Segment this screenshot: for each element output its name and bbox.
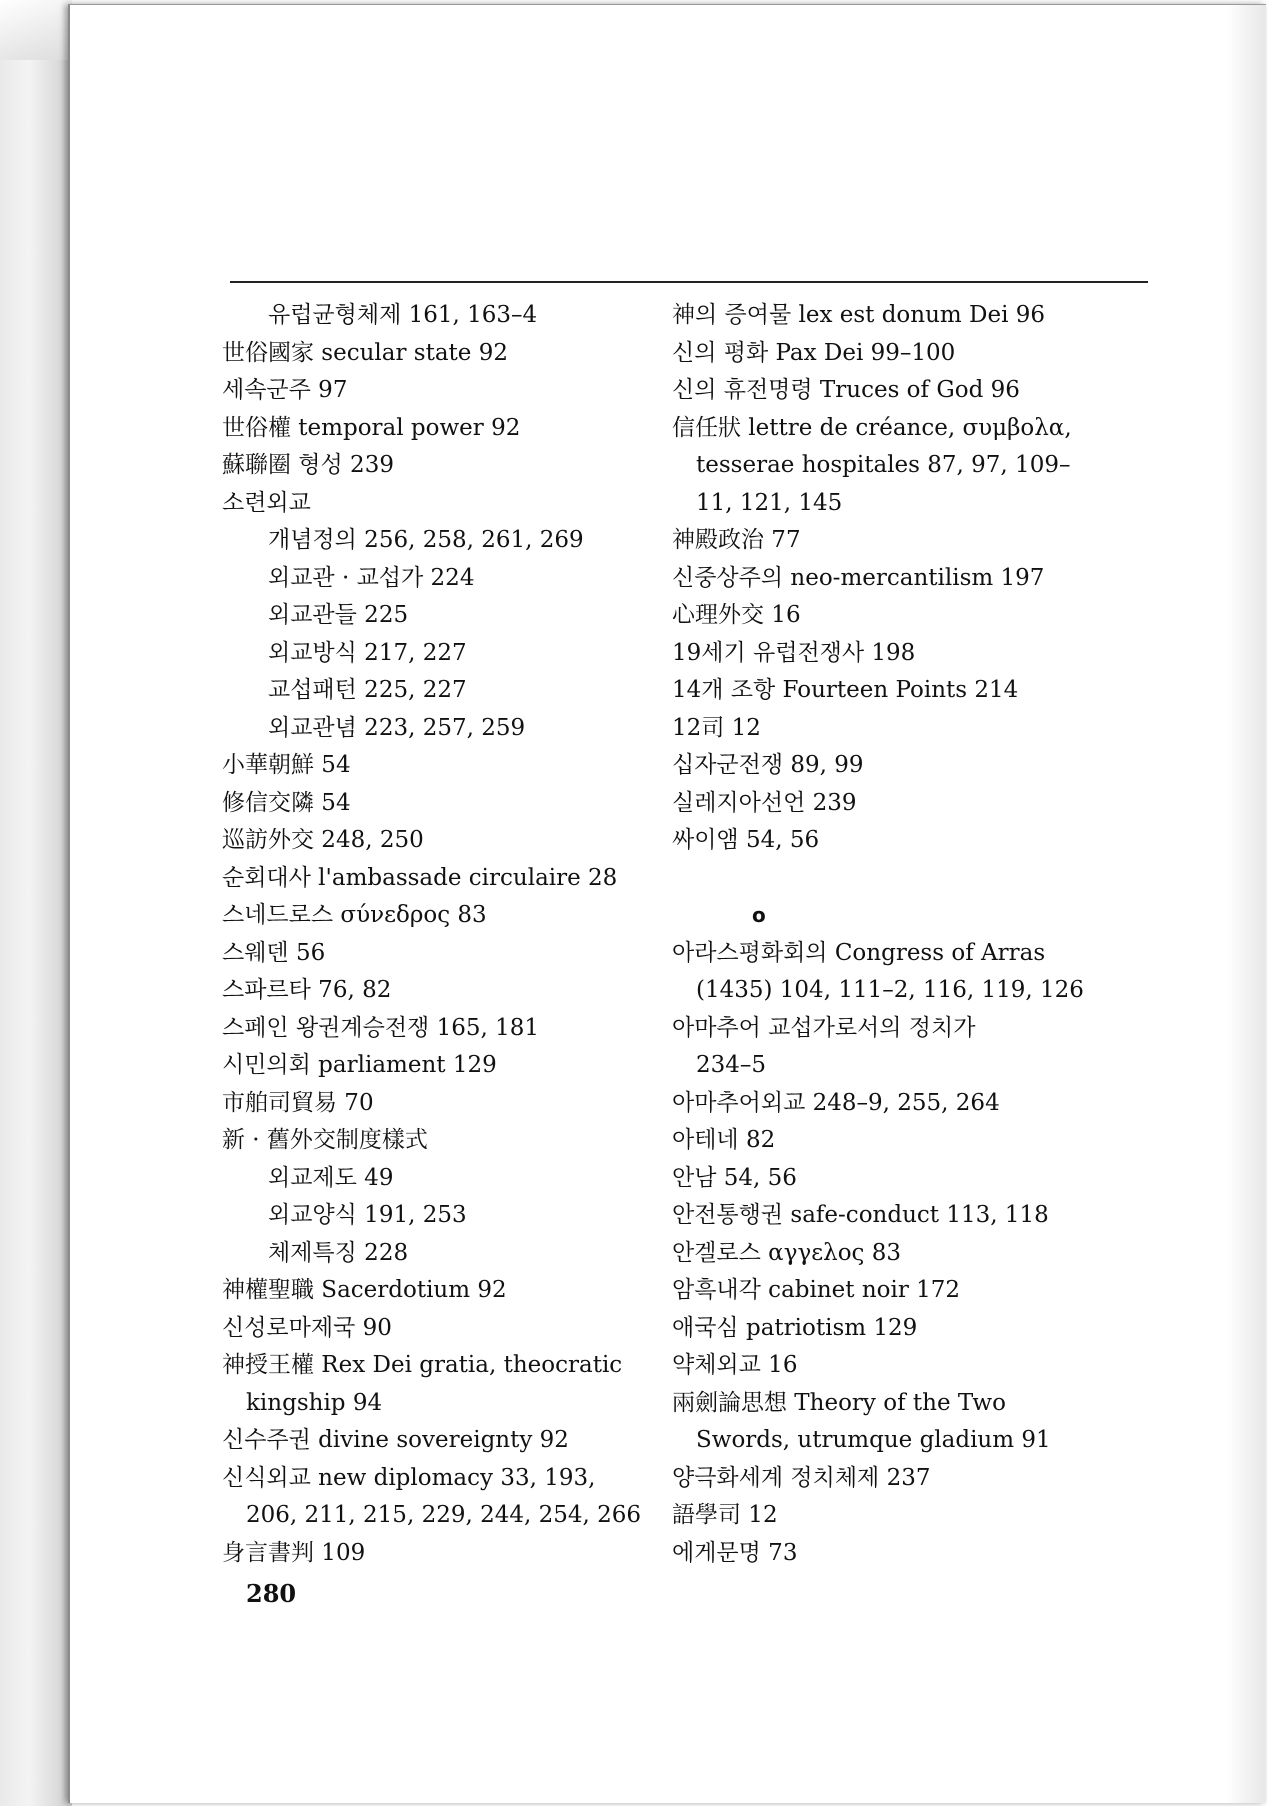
index-entry: 스페인 왕권계승전쟁 165, 181 [222, 1014, 540, 1041]
index-entry: 蘇聯圈 형성 239 [222, 452, 394, 478]
index-entry: 信任狀 lettre de créance, συμβολα, [672, 414, 1072, 441]
book-corner [0, 0, 72, 60]
index-entry: 神授王權 Rex Dei gratia, theocratic [222, 1352, 623, 1378]
index-entry: 11, 121, 145 [696, 489, 843, 516]
index-entry: 12司 12 [672, 714, 761, 741]
index-entry [672, 860, 1152, 898]
index-entry: 19세기 유럽전쟁사 198 [672, 639, 916, 666]
index-entry: 외교제도 49 [268, 1164, 394, 1191]
page-number: 280 [246, 1579, 297, 1608]
index-column-right [672, 297, 1152, 1572]
index-entry: 世俗權 temporal power 92 [222, 414, 521, 441]
index-entry: 心理外交 16 [672, 602, 801, 628]
index-entry: 語學司 12 [672, 1502, 778, 1528]
index-entry: 안남 54, 56 [672, 1164, 797, 1191]
index-section-letter: o [752, 903, 766, 927]
index-entry: 싸이앰 54, 56 [672, 827, 820, 853]
index-entry: 兩劍論思想 Theory of the Two [672, 1389, 1006, 1416]
index-entry: 修信交隣 54 [222, 789, 351, 816]
index-entry: 神權聖職 Sacerdotium 92 [222, 1277, 507, 1303]
index-entry: 애국심 patriotism 129 [672, 1314, 918, 1341]
index-entry: 아마추어 교섭가로서의 정치가 [672, 1014, 976, 1041]
index-column-left [222, 297, 692, 1572]
header-rule [230, 281, 1148, 283]
index-entry: 世俗國家 secular state 92 [222, 339, 508, 366]
index-entry: 身言書判 109 [222, 1539, 366, 1566]
index-entry: 약체외교 16 [672, 1352, 798, 1378]
index-entry: 안전통행권 safe-conduct 113, 118 [672, 1202, 1049, 1228]
index-entry: 신식외교 new diplomacy 33, 193, [222, 1464, 596, 1491]
index-entry: 소련외교 [222, 489, 311, 516]
index-entry: 신의 평화 Pax Dei 99–100 [672, 339, 956, 366]
index-entry: 아테네 82 [672, 1127, 776, 1153]
book-spine-edge [0, 0, 72, 1806]
index-entry: kingship 94 [246, 1389, 383, 1416]
index-entry: 암흑내각 cabinet noir 172 [672, 1277, 961, 1303]
index-entry: 스웨덴 56 [222, 939, 326, 966]
index-entry: 실레지아선언 239 [672, 789, 857, 816]
index-entry: 십자군전쟁 89, 99 [672, 752, 864, 778]
index-entry: 신성로마제국 90 [222, 1314, 392, 1341]
index-entry: 아마추어외교 248–9, 255, 264 [672, 1089, 1000, 1116]
index-entry: 신중상주의 neo-mercantilism 197 [672, 564, 1045, 591]
index-entry: 스네드로스 σύνεδρος 83 [222, 902, 487, 928]
index-entry: 교섭패턴 225, 227 [268, 677, 467, 703]
index-entry: tesserae hospitales 87, 97, 109– [696, 452, 1071, 478]
index-entry: 신의 휴전명령 Truces of God 96 [672, 377, 1020, 403]
index-entry: 市舶司貿易 70 [222, 1089, 374, 1116]
index-entry: 외교양식 191, 253 [268, 1202, 467, 1228]
index-entry: 외교관 · 교섭가 224 [268, 564, 475, 591]
page-edge-shade [1226, 5, 1266, 1803]
index-entry: 神의 증여물 lex est donum Dei 96 [672, 302, 1046, 328]
index-entry: 스파르타 76, 82 [222, 977, 392, 1003]
index-entry: 체제특징 228 [268, 1239, 409, 1266]
index-entry: 신수주권 divine sovereignty 92 [222, 1427, 569, 1453]
index-entry: (1435) 104, 111–2, 116, 119, 126 [696, 977, 1084, 1003]
index-entry: 巡訪外交 248, 250 [222, 827, 424, 853]
book-page [68, 4, 1266, 1803]
index-entry: 14개 조항 Fourteen Points 214 [672, 677, 1019, 703]
index-entry: 외교관들 225 [268, 602, 409, 628]
index-entry: 외교방식 217, 227 [268, 639, 467, 666]
index-entry: 외교관념 223, 257, 259 [268, 714, 526, 741]
index-entry: 에게문명 73 [672, 1539, 798, 1566]
index-entry: 小華朝鮮 54 [222, 752, 351, 778]
index-entry: 234–5 [696, 1052, 767, 1078]
index-entry: 안겔로스 αγγελος 83 [672, 1239, 902, 1266]
index-entry: 아라스평화회의 Congress of Arras [672, 939, 1046, 966]
index-entry: 양극화세계 정치체제 237 [672, 1464, 931, 1491]
index-entry: Swords, utrumque gladium 91 [696, 1427, 1051, 1453]
index-entry: 시민의회 parliament 129 [222, 1052, 497, 1078]
index-entry: 세속군주 97 [222, 377, 348, 403]
index-entry: 新 · 舊外交制度樣式 [222, 1127, 428, 1153]
index-entry: 유럽균형체제 161, 163–4 [268, 302, 538, 328]
index-entry: 순회대사 l'ambassade circulaire 28 [222, 864, 618, 891]
index-entry: 개념정의 256, 258, 261, 269 [268, 527, 584, 553]
index-entry: 神殿政治 77 [672, 527, 801, 553]
index-entry: 206, 211, 215, 229, 244, 254, 266 [246, 1502, 642, 1528]
